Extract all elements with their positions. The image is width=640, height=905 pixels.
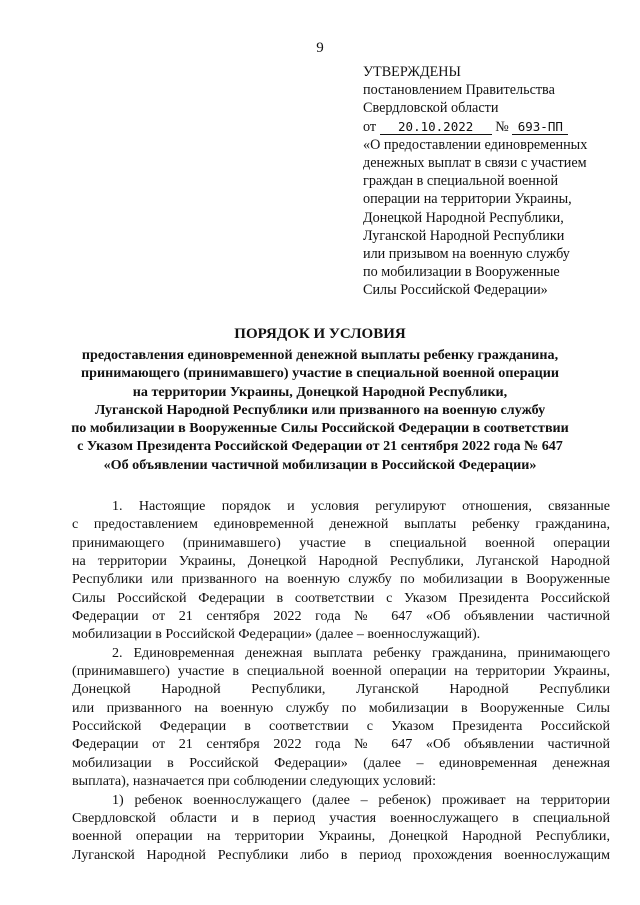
document-subtitle bbox=[40, 346, 600, 474]
text-line: Силы Российской Федерации в соответствии с Указом Президента Российской bbox=[72, 589, 610, 606]
text-line: военной операции на территории Украины, Донецкой Народной Республики, bbox=[72, 828, 610, 845]
subtitle-line: по мобилизации в Вооруженные Силы Российской Федерации в соответствии bbox=[71, 420, 569, 437]
approval-subject-line: Донецкой Народной Республики, bbox=[363, 209, 564, 226]
approval-subject-line: Силы Российской Федерации» bbox=[363, 282, 548, 299]
text-line: выплата), назначается при соблюдении следующих условий: bbox=[72, 773, 437, 790]
document-title: ПОРЯДОК И УСЛОВИЯ bbox=[234, 326, 406, 342]
text-line: с предоставлением единовременной денежной выплаты ребенку гражданина, bbox=[72, 516, 610, 533]
page-number: 9 bbox=[316, 40, 324, 56]
approval-heading: УТВЕРЖДЕНЫ bbox=[363, 64, 461, 80]
paragraph-1 bbox=[72, 497, 610, 644]
text-line: мобилизации в Российской Федерации» (далее – военнослужащий). bbox=[72, 626, 481, 643]
text-line: 1. Настоящие порядок и условия регулируют отношения, связанные bbox=[112, 498, 610, 514]
approval-subject-line: Луганской Народной Республики bbox=[363, 227, 565, 244]
text-line: Республики или призванного на военную службу по мобилизации в Вооруженные bbox=[72, 571, 610, 588]
date-prefix: от bbox=[363, 118, 377, 135]
text-line: мобилизации в Российской Федерации» (далее – единовременная денежная bbox=[72, 754, 610, 771]
approval-line: Свердловской области bbox=[363, 100, 499, 117]
document-body bbox=[72, 497, 610, 864]
subtitle-line: принимающего (принимавшего) участие в специальной военной операции bbox=[81, 365, 559, 382]
approval-subject-line: денежных выплат в связи с участием bbox=[363, 155, 587, 172]
text-line: принимающего (принимавшего) участие в специальной военной операции bbox=[72, 534, 610, 551]
approval-subject-line: операции на территории Украины, bbox=[363, 191, 572, 208]
approval-subject-line: по мобилизации в Вооруженные bbox=[363, 264, 560, 281]
paragraph-2 bbox=[72, 644, 610, 791]
text-line: 1) ребенок военнослужащего (далее – ребенок) проживает на территории bbox=[112, 791, 610, 808]
text-line: или призванного на военную службу по мобилизации в Вооруженные Силы bbox=[72, 699, 610, 716]
approval-block bbox=[363, 63, 623, 300]
text-line: Федерации от 21 сентября 2022 года № 647 «Об объявлении частичной bbox=[72, 736, 610, 753]
subtitle-line: с Указом Президента Российской Федерации от 21 сентября 2022 года № 647 bbox=[77, 438, 563, 455]
approval-number: 693-ПП bbox=[512, 120, 568, 135]
text-line: Российской Федерации в соответствии с Указом Президента Российской bbox=[72, 718, 610, 735]
approval-subject-line: или призывом на военную службу bbox=[363, 246, 570, 263]
text-line: (принимавшего) участие в специальной военной операции на территории Украины, bbox=[72, 663, 610, 680]
document-title-block bbox=[40, 324, 600, 474]
approval-date: 20.10.2022 bbox=[380, 120, 492, 135]
approval-subject-line: «О предоставлении единовременных bbox=[363, 136, 588, 153]
approval-date-line bbox=[363, 118, 623, 136]
subtitle-line: на территории Украины, Донецкой Народной Республики, bbox=[132, 383, 508, 400]
approval-line: постановлением Правительства bbox=[363, 82, 555, 99]
text-line: Федерации от 21 сентября 2022 года № 647 «Об объявлении частичной bbox=[72, 608, 610, 625]
paragraph-3 bbox=[72, 791, 610, 864]
subtitle-line: предоставления единовременной денежной выплаты ребенку гражданина, bbox=[81, 347, 559, 363]
text-line: 2. Единовременная денежная выплата ребенку гражданина, принимающего bbox=[112, 644, 610, 661]
text-line: Свердловской области и в период участия военнослужащего в специальной bbox=[72, 809, 610, 826]
subtitle-line: «Об объявлении частичной мобилизации в Российской Федерации» bbox=[103, 456, 537, 473]
approval-subject-line: граждан в специальной военной bbox=[363, 173, 559, 190]
number-prefix: № bbox=[495, 118, 509, 135]
text-line: на территории Украины, Донецкой Народной Республики, Луганской Народной bbox=[72, 553, 610, 570]
text-line: Донецкой Народной Республики, Луганской Народной Республики bbox=[72, 681, 610, 698]
text-line: Луганской Народной Республики либо в период прохождения военнослужащим bbox=[72, 846, 610, 863]
subtitle-line: Луганской Народной Республики или призванного на военную службу bbox=[94, 401, 546, 418]
